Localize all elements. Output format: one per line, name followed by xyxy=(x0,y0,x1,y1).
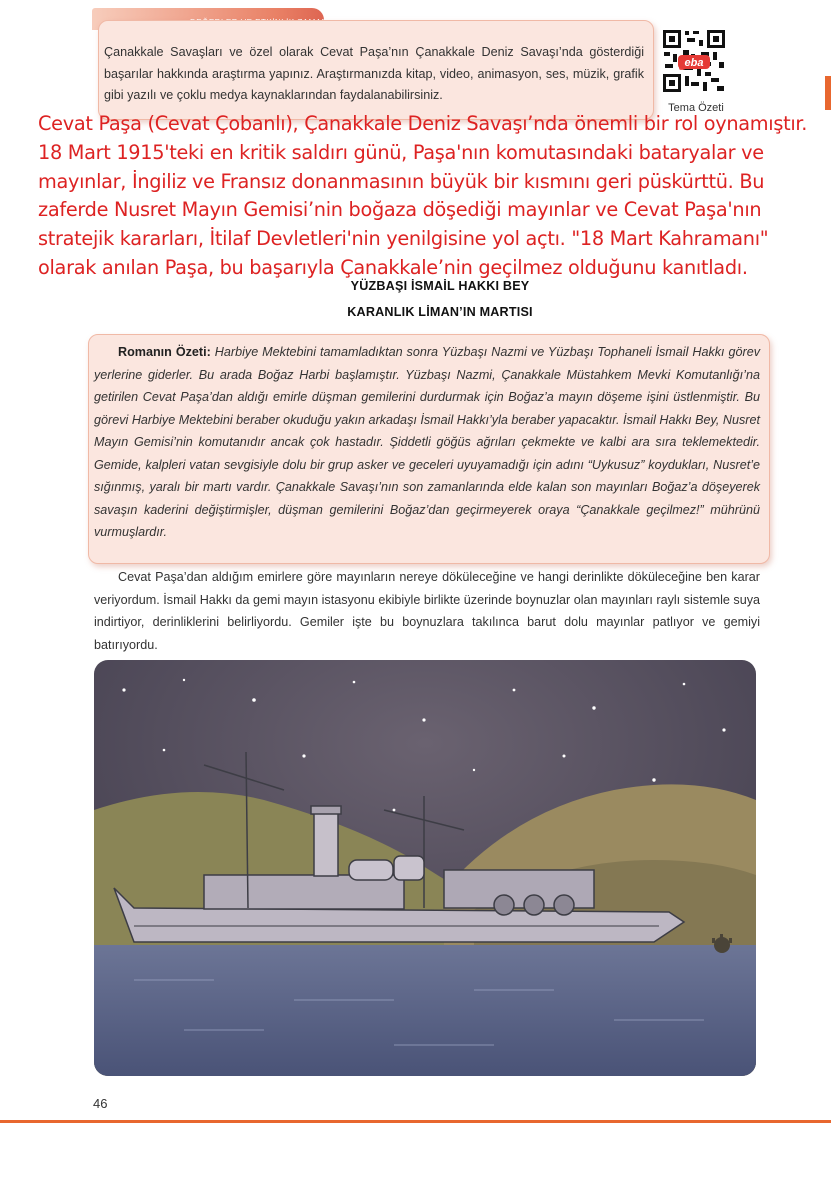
summary-text: Harbiye Mektebini tamamladıktan sonra Yüzbaşı Nazmi ve Yüzbaşı Tophaneli İsmail Hakkı görev yerlerine giderler. Bu arada Boğaz Harbi başlamıştır. Yüzbaşı Nazmi, Çanakkale Müstahkem Mevki Komutanlığı’na getirilen Cevat Paşa’dan aldığı emirle düşman gemilerini durdurmak için Boğaz’a mayın döşeme işini üstlenmiştir. Bu görevi Harbiye Mektebini beraber okuduğu yakın arkadaşı İsmail Hakkı’yla beraber yapacaktır. İsmail Hakkı Bey, Nusret Mayın Gemisi’nin komutanıdır ancak çok hastadır. Şiddetli göğüs ağrıları çekmekte ve kalbi ara sıra teklemektedir. Gemide, kalpleri vatan sevgisiyle dolu bir grup asker ve geceleri uyuyamadığı için adını “Uykusuz” koydukları, Nusret’e sığınmış, yaralı bir martı vardır. Çanakkale Savaşı’nın son zamanlarında elde kalan son mayınları Boğaz’a döşeyerek savaşın kaderini değiştirmişler, düşman gemilerini Boğaz’dan geçirmeyerek oraya “Çanakkale geçilmez!” mührünü vurmuşlardır. xyxy=(94,345,761,539)
qr-badge-text: eba xyxy=(684,57,704,69)
ship-illustration xyxy=(94,660,756,1076)
footer-rule xyxy=(0,1120,831,1123)
book-title-heading: KARANLIK LİMAN’IN MARTISI xyxy=(347,305,533,319)
qr-code-icon[interactable] xyxy=(661,28,727,94)
summary-label: Romanın Özeti: xyxy=(118,345,211,359)
overlay-summary-text: Cevat Paşa (Cevat Çobanlı), Çanakkale Deniz Savaşı’nda önemli bir rol oynamıştır. 18 Mart 1915'teki en kritik saldırı günü, Paşa'nın komutasındaki bataryalar ve mayınlar, İngiliz ve Fransız donanmasının büyük bir kısmını geri püskürttü. Bu zaferde Nusret Mayın Gemisi’nin boğaza döşediği mayınlar ve Cevat Paşa'nın stratejik kararları, İtilaf Devletleri'nin yenilgisine yol açtı. "18 Mart Kahramanı" olarak anılan Paşa, bu başarıyla Çanakkale’nin geçilmez olduğunu kanıtladı. xyxy=(38,112,808,279)
page-number: 46 xyxy=(93,1096,108,1111)
research-task-text: Çanakkale Savaşları ve özel olarak Cevat Paşa’nın Çanakkale Deniz Savaşı’nda gösterdiği başarılar hakkında araştırma yapınız. Araştırmanızda kitap, video, animasyon, ses, müzik, grafik gibi yazılı ve çoklu medya kaynaklarından faydalanabilirsiniz. xyxy=(104,45,644,102)
edge-accent-strip xyxy=(825,76,831,110)
excerpt-paragraph: Cevat Paşa’dan aldığım emirlere göre mayınların nereye döküleceğine ve hangi derinlikte döküleceğine ben karar veriyordum. İsmail Hakkı da gemi mayın istasyonu ekibiyle birlikte üzerinde boynuzlar olan mayınları raylı sistemle suya indirtiyor, derinliklerini belirliyordu. Gemiler işte bu boynuzlara takılınca barut dolu mayınlar patlıyor ve gemiyi batırıyordu. xyxy=(94,570,760,652)
qr-caption: Tema Özeti xyxy=(668,102,724,114)
sea xyxy=(94,945,756,1076)
book-author-heading: YÜZBAŞI İSMAİL HAKKI BEY xyxy=(350,279,530,293)
summary-paragraph xyxy=(94,341,760,544)
